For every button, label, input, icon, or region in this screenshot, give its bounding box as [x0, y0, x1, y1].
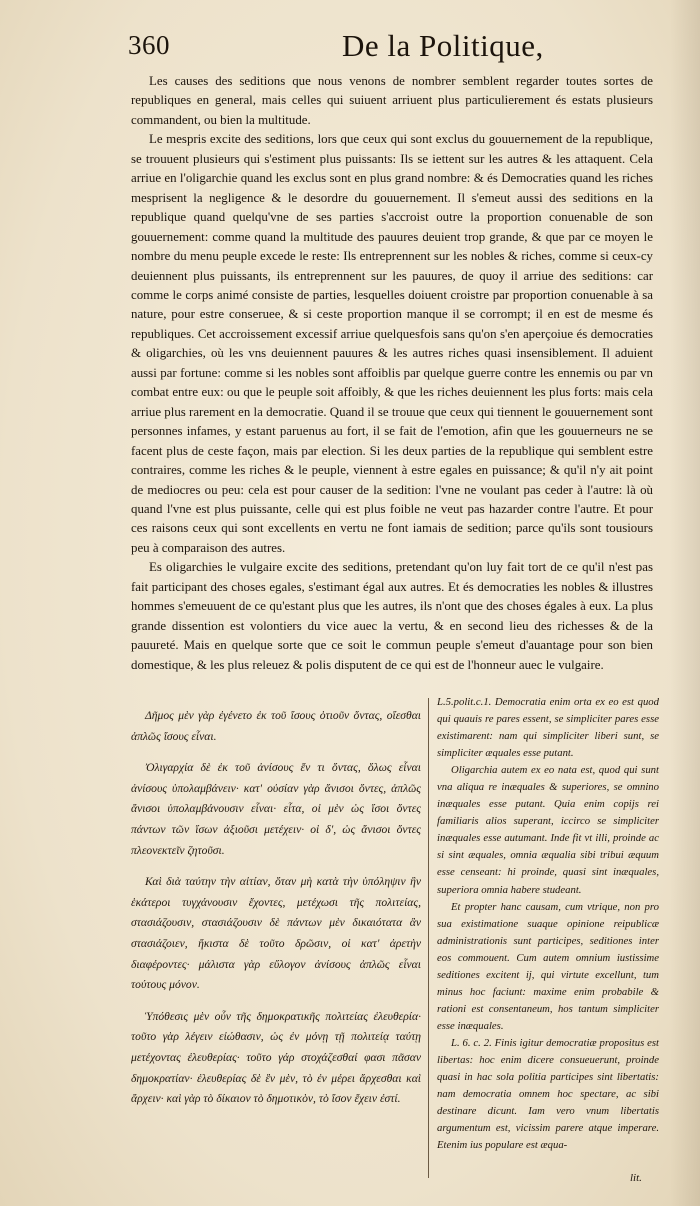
main-paragraph: Les causes des seditions que nous venons de nombrer semblent regarder toutes sortes de republiques en general, mais celles qui suiuent arriuent plus particulierement és estats plusieurs commandent, ou bien la multitude. — [131, 74, 653, 127]
page-number: 360 — [128, 30, 170, 60]
catchword: lit. — [630, 1172, 642, 1184]
running-head: De la Politique, — [342, 28, 544, 63]
latin-paragraph: Oligarchia autem ex eo nata est, quod qui sunt vna aliqua re inæquales & superiores, se omnino inæquales esse putant. Quia enim copijs rei familiaris alios superant, iccirco se simpliciter inæquales esse autumant. Inde fit vt illi, proinde ac si sint æquales, omnia æqualia sibi tribui æquum esse censeant: hi proinde, quasi sint inæquales, superiora omnia habere studeant. — [437, 764, 659, 896]
greek-paragraph: Δῆμος μὲν γὰρ ἐγένετο ἐκ τοῦ ἴσους ὁτιοῦν ὄντας, οἴεσθαι ἁπλῶς ἴσους εἶναι. — [131, 709, 421, 743]
column-divider — [428, 698, 429, 1178]
latin-paragraph: Et propter hanc causam, cum vtrique, non pro sua existimatione suaque opinione reipublicæ administrationis sunt participes, seditiones inter eos commouent. Cum autem omnium iustissime seditiones excitent ij, qui virtute excellunt, tum minus hoc faciunt: maxime enim probabile & rationi est consentaneum, hos tantum simpliciter esse inæquales. — [437, 900, 659, 1032]
latin-paragraph: L.5.polit.c.1. Democratia enim orta ex eo est quod qui quauis re pares essent, se simpliciter pares esse existimarent: nam qui simpliciter liberi sunt, se simpliciter æquales esse putant. — [437, 696, 659, 760]
main-text — [131, 72, 653, 675]
main-paragraph: Le mespris excite des seditions, lors que ceux qui sont exclus du gouuernement de la republique, se trouuent plusieurs qui s'estiment plus puissants: Ils se iettent sur les autres & les attaquent. Cela arriue en l'oligarchie quand les exclus sont en plus grand nombre: & és Democraties quand les riches mesprisent la negligence & le desordre du gouuernement. Il s'emeut aussi des seditions en la republique quand quelqu'vne de ses parties s'accroist outre la proportion conuenable de son gouuernement: comme quand la multitude des pauures deuient trop grande, & que par ce moyen le nombre du menu peuple excede le reste: Ils entreprennent sur les nobles & riches, comme si ceux-cy deuiennent plus puissants, ils entreprennent sur les pauures, de quoy il arriue des seditions: car comme le corps animé consiste de parties, lesquelles doiuent croistre par proportion conuenable à sa nature, pour estre conseruee, & si ceste proportion manque il se corrompt; il en est de mesme és republiques. Cet accroissement excessif arriue quelquesfois sans qu'on s'en aperçoiue és democraties & oligarchies, où les vns deuiennent pauures & les autres riches quasi insensiblement. Il aduient aussi par fortune: comme si les nobles sont affoiblis par quelque guerre contre les ennemis ou par vn combat entre eux: ou que le peuple soit affoibly, & que les riches deuiennent les plus forts: mais cela arriue plus rarement en la democratie. Quand il se trouue que ceux qui tiennent le gouuernement sont personnes infames, y estant paruenus au fort, il se fait de l'emotion, afin que les gouuerneurs ne se facent plus de ceste façon, mais par election. Si les deux parties de la republique qui semblent estre contraires, comme les riches & le peuple, viennent à estre egales en puissance; & qu'il n'y ait point de mediocres ou peu: cela est pour causer de la sedition: l'vne ne voulant pas ceder à l'autre: là où quand l'vne est plus puissante, celle qui est plus foible ne veut pas hazarder contre l'autre. Et pour ces raisons ceux qui sont excellents en vertu ne font iamais de sedition; parce qu'ils sont tousiours peu à comparaison des autres. — [131, 132, 653, 555]
greek-paragraph: Ὑπόθεσις μὲν οὖν τῆς δημοκρατικῆς πολιτείας ἐλευθερία· τοῦτο γὰρ λέγειν εἰώθασιν, ὡς ἐν μόνῃ τῇ πολιτείᾳ ταύτῃ μετέχοντας ἐλευθερίας· τοῦτο γάρ στοχάζεσθαί φασι πᾶσαν δημοκρατίαν· ἐλευθερίας δὲ ἓν μὲν, τὸ ἐν μέρει ἄρχεσθαι καὶ ἄρχειν· καὶ γὰρ τὸ δίκαιον τὸ δημοτικὸν, τὸ ἴσον ἔχειν ἐστί. — [131, 1009, 421, 1106]
greek-notes — [131, 706, 421, 1121]
latin-paragraph: L. 6. c. 2. Finis igitur democratiæ propositus est libertas: hoc enim dicere consueuerunt, proinde quasi in hac sola politia participes sint libertatis: nam democratia omnem hoc spectare, ac sibi destinare dicunt. Iam vero vnum libertatis argumentum est, vicissim parere atque imperare. Etenim ius populare est æqua- — [437, 1036, 659, 1152]
page-header — [128, 28, 568, 72]
page-edge-shadow — [670, 0, 700, 1206]
greek-paragraph: Καὶ διὰ ταύτην τὴν αἰτίαν, ὅταν μὴ κατὰ τὴν ὑπόληψιν ἣν ἑκάτεροι τυγχάνουσιν ἔχοντες, μετέχωσι τῆς πολιτείας, στασιάζουσιν, στασιάζουσιν δὲ πάντων μὲν δικαιότατα ἂν στασιάζοιεν, ἥκιστα δὲ τοῦτο δρῶσιν, οἱ κατ' ἀρετὴν διαφέροντες· μάλιστα γὰρ εὔλογον ἀνίσους ἁπλῶς εἶναι τούτους μόνον. — [131, 875, 421, 992]
latin-notes — [437, 694, 659, 1154]
greek-paragraph: Ὀλιγαρχία δὲ ἐκ τοῦ ἀνίσους ἕν τι ὄντας, ὅλως εἶναι ἀνίσους ὑπολαμβάνειν· κατ' οὐσίαν γὰρ ἄνισοι ὄντες, ἁπλῶς ἄνισοι ὑπολαμβάνουσιν εἶναι· εἶτα, οἱ μὲν ὡς ἴσοι ὄντες πάντων τῶν ἴσων ἀξιοῦσι μετέχειν· οἱ δ', ὡς ἄνισοι ὄντες πλεονεκτεῖν ζητοῦσι. — [131, 761, 421, 857]
main-paragraph: Es oligarchies le vulgaire excite des seditions, pretendant qu'on luy fait tort de ce qu'il n'est pas fait participant des choses egales, s'estimant égal aux autres. Et és democraties les nobles & illustres hommes s'emeuuent de ce qu'estant plus que les autres, ils n'ont que des choses égales à eux. La plus grande dissention est volontiers du vice auec la vertu, & en second lieu des richesses & de la pauureté. Mais en quelque sorte que ce soit le commun peuple s'emeut d'auantage pour son bien domestique, & les plus releuez & polis disputent de ce qui est de l'honneur auec le vulgaire. — [131, 560, 653, 672]
